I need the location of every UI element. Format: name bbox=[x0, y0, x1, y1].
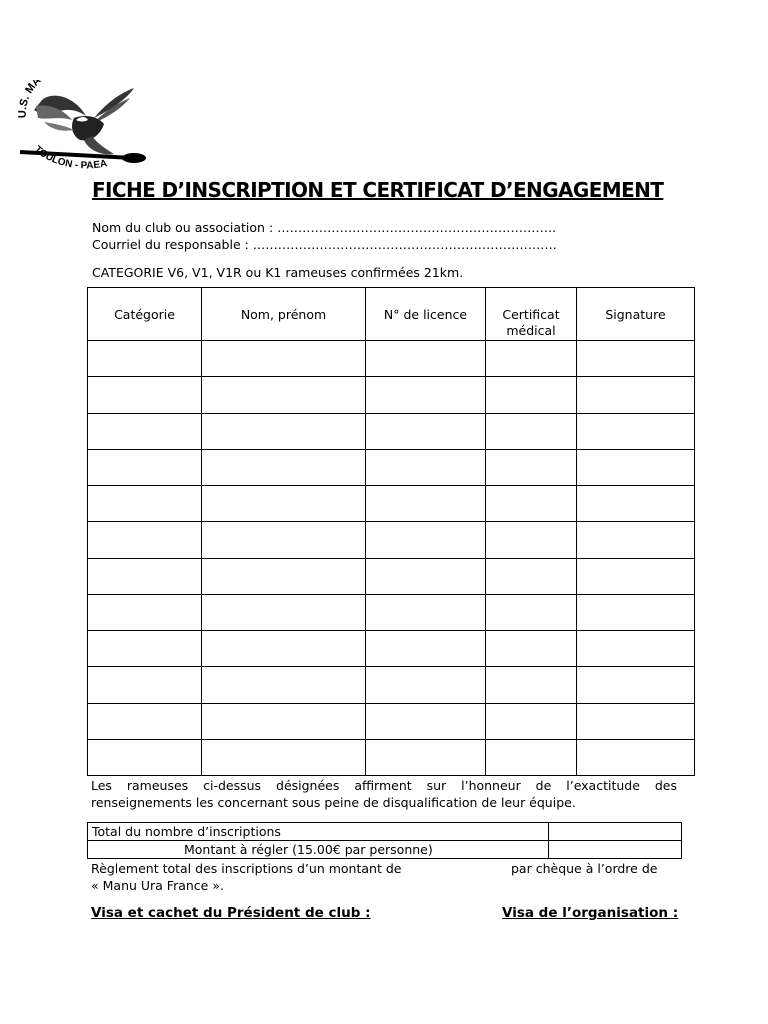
cell-licence[interactable] bbox=[366, 594, 486, 630]
cell-categorie[interactable] bbox=[88, 703, 202, 739]
cell-signature[interactable] bbox=[577, 486, 695, 522]
totals-amount-field[interactable] bbox=[549, 841, 682, 859]
cell-signature[interactable] bbox=[577, 341, 695, 377]
cell-certificat[interactable] bbox=[486, 522, 577, 558]
cell-certificat[interactable] bbox=[486, 558, 577, 594]
totals-count-field[interactable] bbox=[549, 823, 682, 841]
cell-categorie[interactable] bbox=[88, 377, 202, 413]
cell-licence[interactable] bbox=[366, 449, 486, 485]
cell-licence[interactable] bbox=[366, 341, 486, 377]
cell-nom-prenom[interactable] bbox=[202, 667, 366, 703]
table-body bbox=[88, 341, 695, 776]
cell-categorie[interactable] bbox=[88, 341, 202, 377]
cell-licence[interactable] bbox=[366, 486, 486, 522]
totals-table bbox=[87, 822, 682, 859]
cell-nom-prenom[interactable] bbox=[202, 558, 366, 594]
logo-text-top: U.S. MA bbox=[16, 80, 44, 119]
cell-licence[interactable] bbox=[366, 558, 486, 594]
cell-categorie[interactable] bbox=[88, 739, 202, 775]
cell-certificat[interactable] bbox=[486, 413, 577, 449]
logo-text-bottom: TOULON - PAEA bbox=[31, 144, 109, 172]
cell-nom-prenom[interactable] bbox=[202, 449, 366, 485]
honour-statement: Les rameuses ci-dessus désignées affirment sur l’honneur de l’exactitude des renseignements les concernant sous peine de disqualification de leur équipe. bbox=[91, 778, 677, 810]
cell-nom-prenom[interactable] bbox=[202, 739, 366, 775]
table-row bbox=[88, 558, 695, 594]
table-row bbox=[88, 377, 695, 413]
cell-licence[interactable] bbox=[366, 413, 486, 449]
cell-certificat[interactable] bbox=[486, 631, 577, 667]
cell-signature[interactable] bbox=[577, 449, 695, 485]
cell-signature[interactable] bbox=[577, 739, 695, 775]
header-certificat bbox=[486, 288, 577, 341]
table-row bbox=[88, 667, 695, 703]
club-logo bbox=[14, 80, 148, 180]
cell-signature[interactable] bbox=[577, 413, 695, 449]
cell-licence[interactable] bbox=[366, 377, 486, 413]
cell-nom-prenom[interactable] bbox=[202, 413, 366, 449]
cell-certificat[interactable] bbox=[486, 667, 577, 703]
cell-certificat[interactable] bbox=[486, 594, 577, 630]
cell-categorie[interactable] bbox=[88, 413, 202, 449]
cell-categorie[interactable] bbox=[88, 522, 202, 558]
cell-nom-prenom[interactable] bbox=[202, 377, 366, 413]
cell-nom-prenom[interactable] bbox=[202, 631, 366, 667]
cell-signature[interactable] bbox=[577, 594, 695, 630]
cell-certificat[interactable] bbox=[486, 739, 577, 775]
table-row bbox=[88, 486, 695, 522]
category-line: CATEGORIE V6, V1, V1R ou K1 rameuses confirmées 21km. bbox=[92, 265, 464, 280]
header-signature: Signature bbox=[577, 288, 695, 341]
cell-nom-prenom[interactable] bbox=[202, 703, 366, 739]
table-row bbox=[88, 631, 695, 667]
cell-signature[interactable] bbox=[577, 522, 695, 558]
cell-licence[interactable] bbox=[366, 703, 486, 739]
payment-text-right: par chèque à l’ordre de bbox=[511, 861, 658, 876]
table-row bbox=[88, 449, 695, 485]
totals-count-label: Total du nombre d’inscriptions bbox=[88, 823, 549, 841]
totals-amount-label: Montant à régler (15.00€ par personne) bbox=[88, 841, 549, 859]
cell-signature[interactable] bbox=[577, 667, 695, 703]
table-row bbox=[88, 522, 695, 558]
cell-licence[interactable] bbox=[366, 739, 486, 775]
cell-certificat[interactable] bbox=[486, 341, 577, 377]
table-row bbox=[88, 703, 695, 739]
visa-organisation-label: Visa de l’organisation : bbox=[502, 905, 679, 921]
cell-certificat[interactable] bbox=[486, 703, 577, 739]
header-certificat-line1: Certificat bbox=[502, 307, 560, 322]
cell-nom-prenom[interactable] bbox=[202, 486, 366, 522]
club-name-line: Nom du club ou association : …………………………………………………………. bbox=[92, 220, 557, 235]
table-row bbox=[88, 594, 695, 630]
cell-categorie[interactable] bbox=[88, 594, 202, 630]
table-row bbox=[88, 739, 695, 775]
cell-signature[interactable] bbox=[577, 377, 695, 413]
payment-payee: « Manu Ura France ». bbox=[91, 878, 224, 893]
payment-text-left: Règlement total des inscriptions d’un montant de bbox=[91, 861, 402, 876]
totals-count-row bbox=[88, 823, 682, 841]
cell-signature[interactable] bbox=[577, 558, 695, 594]
header-categorie: Catégorie bbox=[88, 288, 202, 341]
header-certificat-line2: médical bbox=[506, 323, 556, 338]
cell-categorie[interactable] bbox=[88, 486, 202, 522]
visa-president-label: Visa et cachet du Président de club : bbox=[91, 905, 371, 921]
cell-certificat[interactable] bbox=[486, 377, 577, 413]
cell-licence[interactable] bbox=[366, 667, 486, 703]
cell-categorie[interactable] bbox=[88, 631, 202, 667]
cell-nom-prenom[interactable] bbox=[202, 522, 366, 558]
registration-table bbox=[87, 287, 695, 776]
cell-certificat[interactable] bbox=[486, 449, 577, 485]
totals-amount-row bbox=[88, 841, 682, 859]
cell-licence[interactable] bbox=[366, 631, 486, 667]
page-title: FICHE D’INSCRIPTION ET CERTIFICAT D’ENGAGEMENT bbox=[92, 178, 664, 202]
cell-categorie[interactable] bbox=[88, 449, 202, 485]
cell-certificat[interactable] bbox=[486, 486, 577, 522]
header-licence: N° de licence bbox=[366, 288, 486, 341]
table-row bbox=[88, 341, 695, 377]
cell-signature[interactable] bbox=[577, 703, 695, 739]
email-line: Courriel du responsable : ………………………………………………………………. bbox=[92, 237, 557, 252]
cell-nom-prenom[interactable] bbox=[202, 594, 366, 630]
cell-categorie[interactable] bbox=[88, 558, 202, 594]
cell-signature[interactable] bbox=[577, 631, 695, 667]
cell-licence[interactable] bbox=[366, 522, 486, 558]
table-header-row bbox=[88, 288, 695, 341]
table-row bbox=[88, 413, 695, 449]
cell-categorie[interactable] bbox=[88, 667, 202, 703]
header-nom-prenom: Nom, prénom bbox=[202, 288, 366, 341]
cell-nom-prenom[interactable] bbox=[202, 341, 366, 377]
